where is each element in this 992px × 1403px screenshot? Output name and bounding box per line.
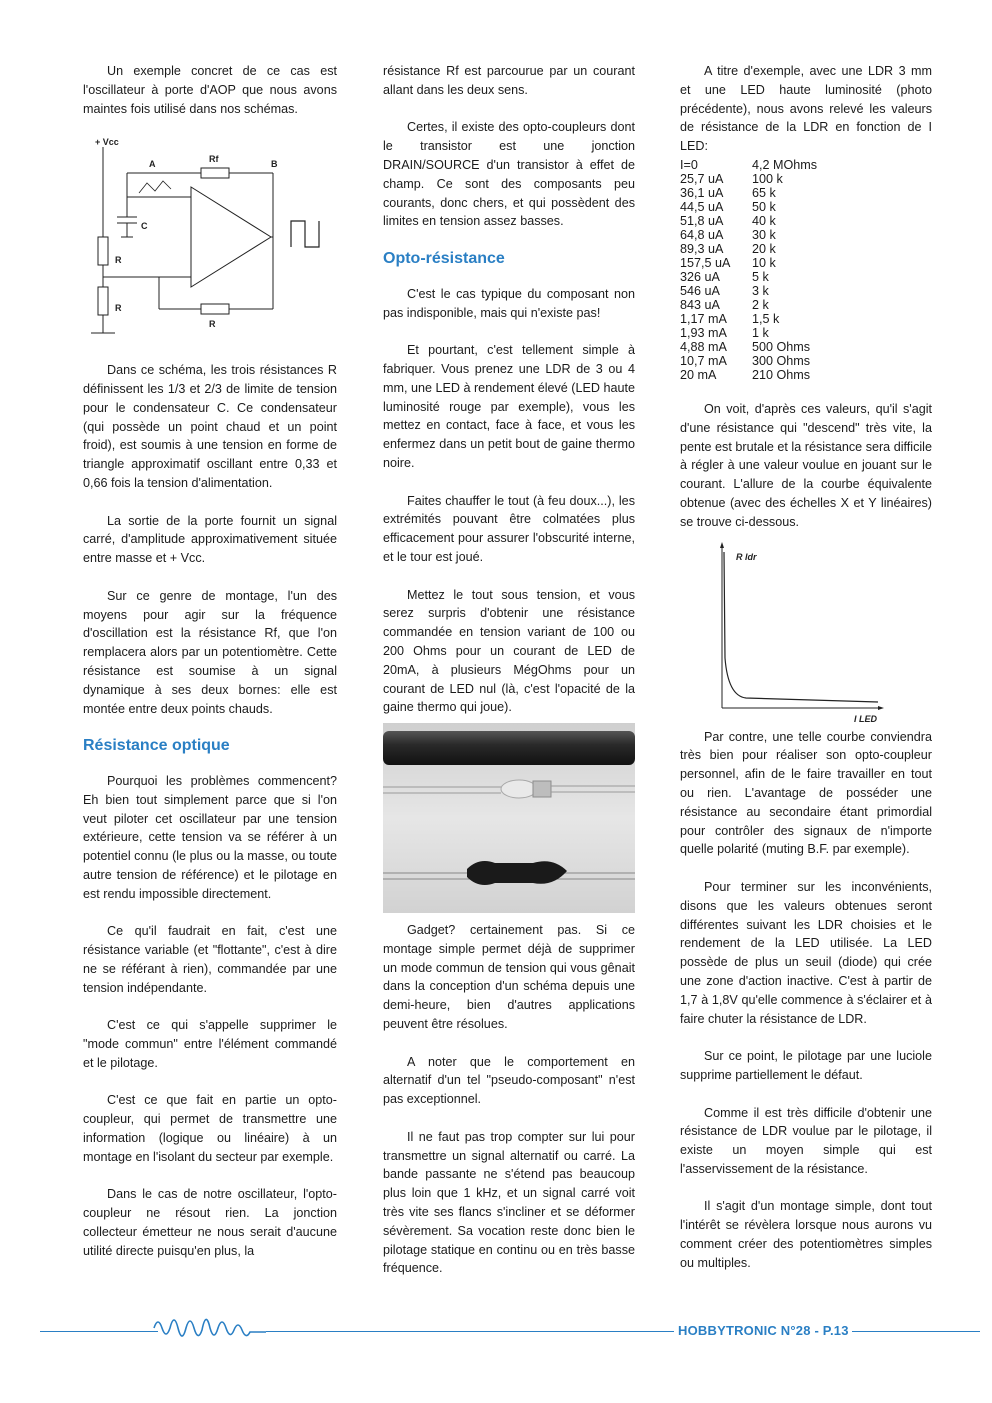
- paragraph: Sur ce point, le pilotage par une luciole supprime partiellement le défaut.: [680, 1049, 932, 1082]
- paragraph: Mettez le tout sous tension, et vous serez surpris d'obtenir une résistance commandée en tension variant de 100 ou 200 Ohms pour un courant de LED de 20mA, à plusieurs MégOhms pour un courant de LED nul (là, c'est l'opacité de la gaine thermo qui joue).: [383, 587, 635, 715]
- table-row: [680, 326, 817, 340]
- resistance-cell: 300 Ohms: [752, 353, 811, 368]
- section-heading: Opto-résistance: [383, 249, 505, 267]
- column-3: [680, 62, 932, 1273]
- paragraph: Sur ce genre de montage, l'un des moyens pour agir sur la fréquence d'oscillation est la résistance Rf, que l'on remplacera alors par un potentiomètre. Cette résistance est soumise à un signal dynamique à ses deux bornes: elle est montée entre deux points chauds.: [83, 588, 337, 716]
- resistance-cell: 40 k: [752, 213, 776, 228]
- current-cell: 326 uA: [680, 269, 720, 284]
- table-row: [680, 368, 817, 382]
- label-rf: Rf: [209, 154, 219, 165]
- current-cell: 1,17 mA: [680, 311, 727, 326]
- curve-xlabel: I LED: [854, 713, 878, 724]
- resistance-cell: 20 k: [752, 241, 776, 256]
- resistance-cell: 1,5 k: [752, 311, 780, 326]
- resistance-cell: 50 k: [752, 199, 776, 214]
- paragraph: Et pourtant, c'est tellement simple à fabriquer. Vous prenez une LDR de 3 ou 4 mm, une LED à rendement élevé (LED haute luminosité rouge par exemple), vous les mettez en contact, face à face, et vous les enfermez dans un petit bout de gaine thermo noire.: [383, 343, 636, 470]
- footer-rule-right: [852, 1331, 980, 1332]
- paragraph: On voit, d'après ces valeurs, qu'il s'agit d'une résistance qui "descend" très vite, la pente est brutale et la résistance sera difficile à régler à une valeur voulue en jouant sur le courant. L'allure de la courbe équivalente obtenue (avec des échelles X et Y linéaires) se trouve ci-dessous.: [680, 401, 932, 529]
- resistance-cell: 10 k: [752, 255, 776, 270]
- table-row: [680, 214, 817, 228]
- paragraph: A noter que le comportement en alternatif d'un tel "pseudo-composant" n'est pas exceptionnel.: [383, 1054, 635, 1107]
- paragraph: C'est ce que fait en partie un opto-coupleur, qui permet de transmettre une information (logique ou linéaire) à un montage en l'isolant du secteur par exemple.: [83, 1093, 337, 1164]
- label-c: C: [141, 221, 148, 232]
- label-a: A: [149, 159, 156, 170]
- paragraph: La sortie de la porte fournit un signal carré, d'amplitude approximativement située entre masse et + Vcc.: [83, 513, 337, 566]
- table-row: [680, 242, 817, 256]
- table-row: [680, 298, 817, 312]
- paragraph: Pourquoi les problèmes commencent? Eh bien tout simplement parce que si l'on veut piloter cet oscillateur par une tension extérieure, cette tension va se référer à un potentiel connu (le plus ou la masse, ou toute autre tension de référence) et le pilotage en est rendu impossible directement.: [83, 773, 337, 901]
- resistance-cell: 4,2 MOhms: [752, 157, 818, 172]
- paragraph: Comme il est très difficile d'obtenir une résistance de LDR voulue par le pilotage, il existe un moyen simple qui est l'asservissement de la résistance.: [680, 1105, 932, 1176]
- current-cell: 20 mA: [680, 367, 717, 382]
- footer-rule-middle: [266, 1331, 674, 1332]
- resistance-cell: 3 k: [752, 283, 769, 298]
- table-row: [680, 172, 817, 186]
- current-cell: 843 uA: [680, 297, 720, 312]
- resistance-cell: 1 k: [752, 325, 769, 340]
- paragraph: C'est ce qui s'appelle supprimer le "mode commun" entre l'élément commandé et le pilotage.: [83, 1018, 337, 1070]
- table-row: [680, 228, 817, 242]
- resistance-cell: 5 k: [752, 269, 769, 284]
- table-row: [680, 186, 817, 200]
- paragraph: C'est le cas typique du composant non pas indisponible, mais qui n'existe pas!: [383, 286, 635, 320]
- ldr-curve-line: [724, 552, 878, 702]
- paragraph: Pour terminer sur les inconvénients, disons que les valeurs obtenues seront différentes suivant les LDR choisies et le rendement de la LED utilisée. La LED possède de plus un seuil (diode) qui crée une zone d'action inactive. C'est à partir de 1,7 à 1,8V qu'elle commence à s'éclairer et à faire chuter la résistance de LDR.: [680, 879, 932, 1026]
- label-r3: R: [209, 319, 216, 330]
- resistance-cell: 65 k: [752, 185, 776, 200]
- paragraph: Ce qu'il faudrait en fait, c'est une résistance variable (et "flottante", c'est à dire ne se référant à rien), commandée par une tension indépendante.: [83, 924, 337, 995]
- current-cell: 4,88 mA: [680, 339, 727, 354]
- table-row: [680, 284, 817, 298]
- resistance-cell: 2 k: [752, 297, 769, 312]
- label-vcc: + Vcc: [95, 137, 119, 148]
- section-heading: Résistance optique: [83, 737, 230, 755]
- resistance-cell: 100 k: [752, 171, 783, 186]
- column-1: [83, 62, 337, 1261]
- waveform-logo: [150, 1306, 270, 1346]
- current-cell: I=0: [680, 157, 698, 172]
- table-row: [680, 158, 817, 172]
- current-cell: 10,7 mA: [680, 353, 727, 368]
- table-row: [680, 256, 817, 270]
- table-row: [680, 270, 817, 284]
- footer-page-info: HOBBYTRONIC N°28 - P.13: [678, 1323, 849, 1338]
- column-2: [383, 62, 635, 1278]
- footer-rule-left: [40, 1331, 158, 1332]
- resistance-cell: 210 Ohms: [752, 367, 811, 382]
- ldr-curve: [680, 538, 932, 728]
- paragraph: A titre d'exemple, avec une LDR 3 mm et une LED haute luminosité (photo précédente), nous avons relevé les valeurs de résistance de la LDR en fonction de I LED:: [680, 64, 932, 154]
- ldr-values-table: [680, 158, 817, 382]
- oscillator-schematic: [81, 137, 331, 347]
- current-cell: 64,8 uA: [680, 227, 724, 242]
- paragraph: Dans le cas de notre oscillateur, l'opto-coupleur ne résout rien. La jonction collecteur émetteur ne nous serait d'aucune utilité directe puisqu'en plus, la: [83, 1187, 337, 1258]
- paragraph: Faites chauffer le tout (à feu doux...), les extrémités pouvant être colmatées plus efficacement pour assurer l'obscurité interne, et le tour est joué.: [383, 493, 635, 564]
- table-row: [680, 200, 817, 214]
- current-cell: 44,5 uA: [680, 199, 724, 214]
- paragraph: Par contre, une telle courbe conviendra très bien pour réaliser son opto-coupleur personnel, afin de le faire travailler en tout ou rien. L'avantage de posséder une résistance au secondaire étant primordial pour contrôler des signaux de n'importe quelle polarité (muting B.F. par exemple).: [680, 729, 932, 857]
- current-cell: 89,3 uA: [680, 241, 724, 256]
- label-b: B: [271, 159, 278, 170]
- paragraph: Un exemple concret de ce cas est l'oscillateur à porte d'AOP que nous avons maintes fois utilisé dans nos schémas.: [83, 64, 337, 116]
- current-cell: 157,5 uA: [680, 255, 731, 270]
- resistance-cell: 500 Ohms: [752, 339, 811, 354]
- current-cell: 36,1 uA: [680, 185, 724, 200]
- paragraph: Il ne faut pas trop compter sur lui pour transmettre un signal alternatif ou carré. La bande passante ne s'étend pas beaucoup plus loin que 1 kHz, et un signal carré voit très vite ses flancs s'incliner et se déformer sévèrement. Sa vocation reste donc bien le pilotage statique en continu ou en très basse fréquence.: [383, 1129, 635, 1276]
- paragraph: Certes, il existe des opto-coupleurs dont le transistor est une jonction DRAIN/SOURCE d'un transistor à effet de champ. Ce sont des composants peu courants, donc chers, et qui possèdent des limites en tension assez basses.: [383, 120, 635, 229]
- current-cell: 25,7 uA: [680, 171, 724, 186]
- paragraph: résistance Rf est parcourue par un courant allant dans les deux sens.: [383, 64, 635, 97]
- paragraph: Dans ce schéma, les trois résistances R définissent les 1/3 et 2/3 de limite de tension pour le condensateur C. Ce condensateur (qui possède un point chaud et un point froid), est soumis à une tension en forme de triangle approximatif oscillant entre 0,33 et 0,66 fois la tension d'alimentation.: [83, 363, 337, 490]
- opto-resistance-photo: [383, 723, 635, 913]
- table-row: [680, 312, 817, 326]
- curve-ylabel: R ldr: [736, 551, 757, 562]
- table-row: [680, 354, 817, 368]
- current-cell: 1,93 mA: [680, 325, 727, 340]
- label-r2: R: [115, 303, 122, 314]
- paragraph: Gadget? certainement pas. Si ce montage simple permet déjà de supprimer un mode commun de tension qui vous gênait dans la conception d'un schéma depuis une demi-heure, bien d'autres applications peuvent être résolues.: [383, 923, 635, 1032]
- current-cell: 546 uA: [680, 283, 720, 298]
- label-r1: R: [115, 255, 122, 266]
- resistance-cell: 30 k: [752, 227, 776, 242]
- paragraph: Il s'agit d'un montage simple, dont tout l'intérêt se révèlera lorsque nous aurons vu comment créer des potentiomètres simples ou multiples.: [680, 1199, 932, 1270]
- current-cell: 51,8 uA: [680, 213, 724, 228]
- table-row: [680, 340, 817, 354]
